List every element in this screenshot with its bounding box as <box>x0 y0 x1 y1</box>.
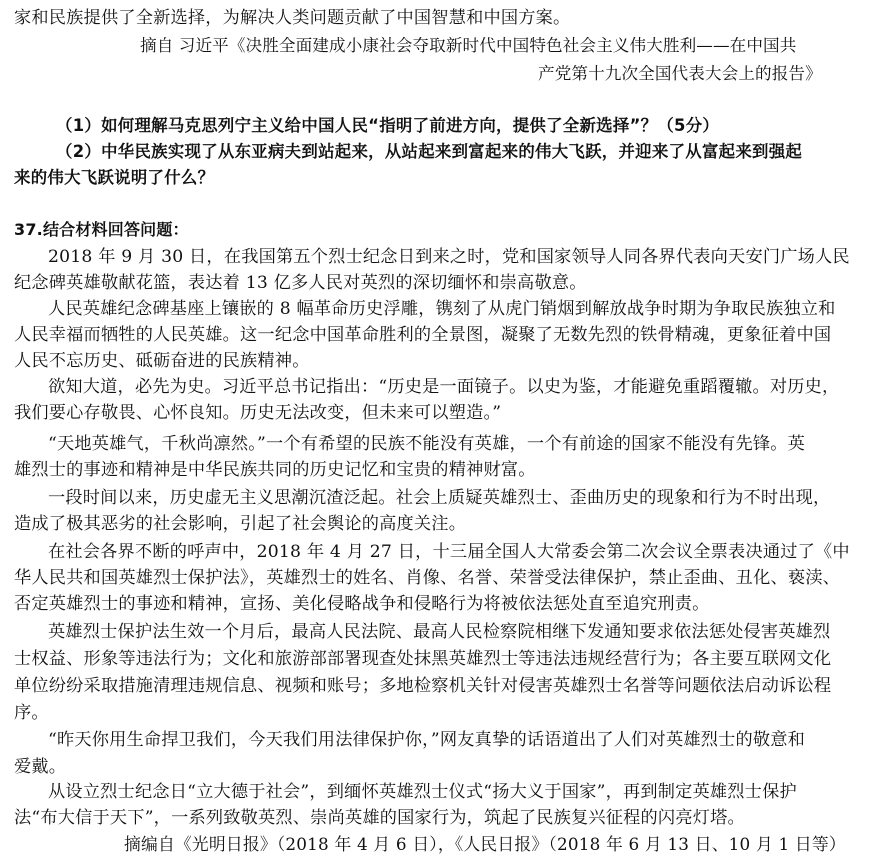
paragraph-line: 造成了极其恶劣的社会影响，引起了社会舆论的高度关注。 <box>14 514 467 534</box>
paragraph-line: 我们要心存敬畏、心怀良知。历史无法改变，但未来可以塑造。” <box>14 403 502 423</box>
paragraph-line: 在社会各界不断的呼声中，2018 年 4 月 27 日，十三届全国人大常委会第二次会议全票表决通过了《中 <box>48 542 850 562</box>
paragraph-line: “昨天你用生命捍卫我们，今天我们用法律保护你，”网友真挚的话语道出了人们对英雄烈士的敬意和 <box>48 730 806 750</box>
paragraph-line: 法“布大信于天下”，一系列致敬英烈、崇尚英雄的国家行为，筑起了民族复兴征程的闪亮灯塔。 <box>14 808 745 828</box>
previous-source-line-2: 产党第十九次全国代表大会上的报告》 <box>538 64 822 83</box>
paragraph-line: 人民英雄纪念碑基座上镶嵌的 8 幅革命历史浮雕，镌刻了从虎门销烟到解放战争时期为争取民族独立和 <box>48 299 836 319</box>
paragraph-line: 纪念碑英雄敬献花篮，表达着 13 亿多人民对英烈的深切缅怀和崇高敬意。 <box>14 273 587 293</box>
question-1: （1）如何理解马克思列宁主义给中国人民“指明了前进方向，提供了全新选择”？（5分） <box>56 116 720 135</box>
paragraph-line: 爱戴。 <box>14 757 67 777</box>
paragraph-line: 序。 <box>14 703 49 723</box>
paragraph-line: 英雄烈士保护法生效一个月后，最高人民法院、最高人民检察院相继下发通知要求依法惩处侵害英雄烈 <box>48 622 831 642</box>
question-2-line-1: （2）中华民族实现了从东亚病夫到站起来，从站起来到富起来的伟大飞跃，并迎来了从富起来到强起 <box>56 142 803 161</box>
paragraph-line: 从设立烈士纪念日“立大德于社会”，到缅怀英雄烈士仪式“扬大义于国家”，再到制定英雄烈士保护 <box>48 782 797 802</box>
section-37-heading: 37.结合材料回答问题： <box>14 220 189 239</box>
paragraph-line: 士权益、形象等违法行为；文化和旅游部部署现查处抹黑英雄烈士等违法违规经营行为；各主要互联网文化 <box>14 649 832 669</box>
paragraph-line: 一段时间以来，历史虚无主义思潮沉渣泛起。社会上质疑英雄烈士、歪曲历史的现象和行为不时出现， <box>48 488 831 508</box>
paragraph-line: 欲知大道，必先为史。习近平总书记指出：“历史是一面镜子。以史为鉴，才能避免重蹈覆辙。对历史， <box>48 377 840 397</box>
paragraph-line: 华人民共和国英雄烈士保护法》，英雄烈士的姓名、肖像、名誉、荣誉受法律保护，禁止歪曲、丑化、亵渎、 <box>14 568 841 588</box>
paragraph-line: 雄烈士的事迹和精神是中华民族共同的历史记忆和宝贵的精神财富。 <box>14 460 536 480</box>
paragraph-line: 人民幸福而牺牲的人民英雄。这一纪念中国革命胜利的全景图，凝聚了无数先烈的铁骨精魂，更象征着中国 <box>14 325 832 345</box>
paragraph-line: 否定英雄烈士的事迹和精神，宣扬、美化侵略战争和侵略行为将被依法惩处直至追究刑责。 <box>14 594 710 614</box>
paragraph-line: 2018 年 9 月 30 日，在我国第五个烈士纪念日到来之时，党和国家领导人同各界代表向天安门广场人民 <box>48 247 850 267</box>
paragraph-line: 单位纷纷采取措施清理违规信息、视频和账号；多地检察机关针对侵害英雄烈士名誉等问题依法启动诉讼程 <box>14 676 832 696</box>
material-source: 摘编自《光明日报》（2018 年 4 月 6 日），《人民日报》（2018 年 6 月 13 日、10 月 1 日等） <box>124 834 846 854</box>
paragraph-line: “天地英雄气，千秋尚凛然。”一个有希望的民族不能没有英雄，一个有前途的国家不能没有先锋。英 <box>48 434 806 454</box>
previous-material-end: 家和民族提供了全新选择，为解决人类问题贡献了中国智慧和中国方案。 <box>14 8 571 28</box>
paragraph-line: 人民不忘历史、砥砺奋进的民族精神。 <box>14 351 310 371</box>
question-2-line-2: 来的伟大飞跃说明了什么？ <box>14 168 215 187</box>
previous-source-line-1: 摘自 习近平《决胜全面建成小康社会夺取新时代中国特色社会主义伟大胜利——在中国共 <box>140 36 797 55</box>
